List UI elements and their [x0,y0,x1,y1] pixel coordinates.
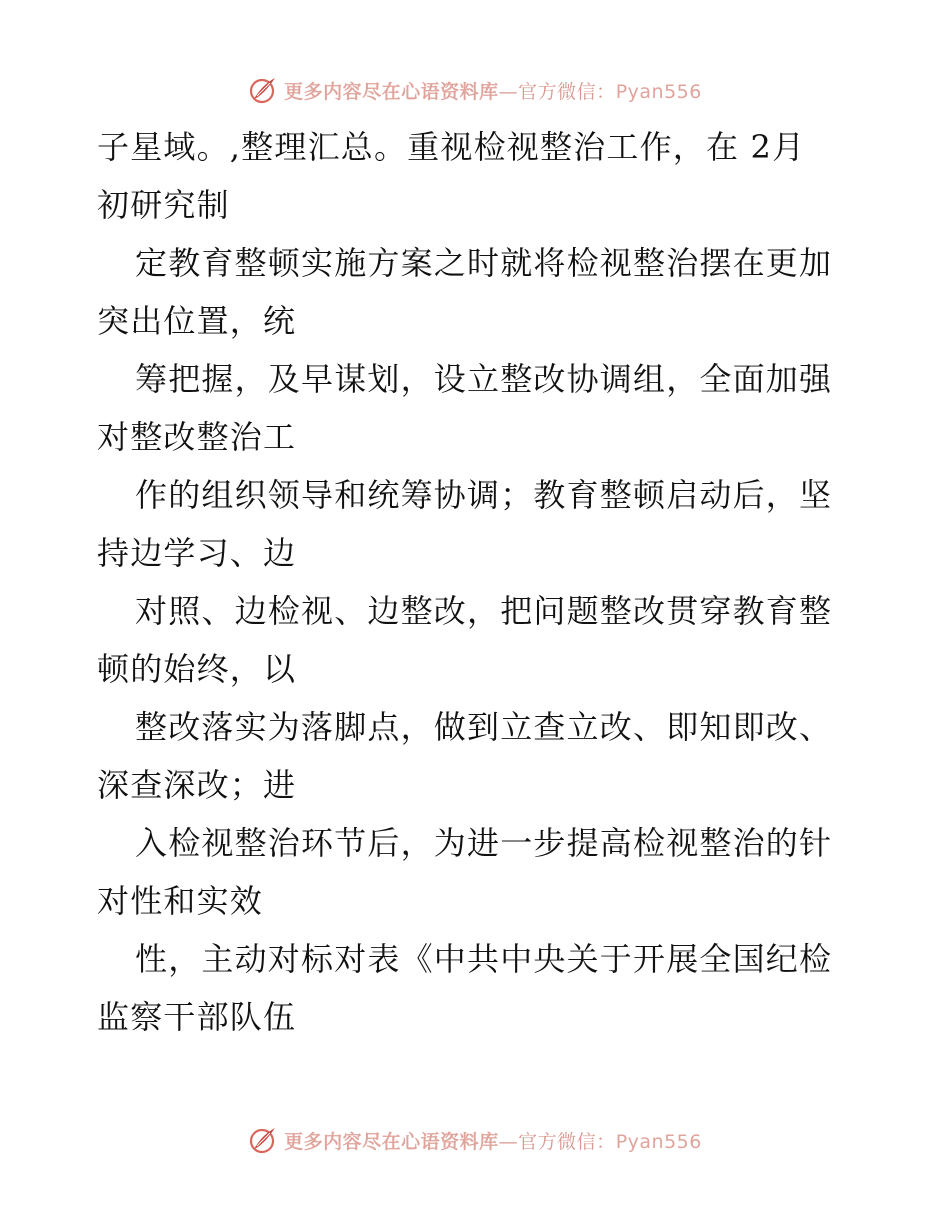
header-watermark-banner [0,70,950,110]
body-line: 整改落实为落脚点，做到立查立改、即知即改、 [135,708,833,746]
body-line: 筹把握，及早谋划，设立整改协调组，全面加强 [135,360,833,398]
body-line: 突出位置，统 [97,302,297,340]
header-wechat-id: Pyan556 [615,80,702,103]
body-line: 持边学习、边 [97,534,297,572]
body-line: 入检视整治环节后，为进一步提高检视整治的针 [135,824,833,862]
header-brand: 更多内容尽在心语资料库 [284,80,499,103]
quill-feather-logo-icon [248,75,278,105]
body-line: 顿的始终，以 [97,650,297,688]
quill-feather-logo-icon [248,1125,278,1155]
header-wechat-label: —官方微信： [498,80,616,103]
body-line: 作的组织领导和统筹协调；教育整顿启动后，坚 [135,476,833,514]
footer-watermark-text [284,1127,702,1154]
body-line: 初研究制 [97,186,230,224]
body-line: 对性和实效 [97,882,264,920]
body-line: 对照、边检视、边整改，把问题整改贯穿教育整 [135,592,833,630]
body-line: 性，主动对标对表《中共中央关于开展全国纪检 [135,940,833,978]
body-line: 对整改整治工 [97,418,297,456]
footer-watermark-banner [0,1120,950,1160]
body-line: 深查深改；进 [97,766,297,804]
body-line: 子星域。,整理汇总。重视检视整治工作，在 2月 [97,128,806,166]
footer-wechat-id: Pyan556 [615,1130,702,1153]
body-line: 监察干部队伍 [97,998,297,1036]
body-line: 定教育整顿实施方案之时就将检视整治摆在更加 [135,244,833,282]
document-body [97,118,857,1046]
footer-wechat-label: —官方微信： [498,1130,616,1153]
footer-brand: 更多内容尽在心语资料库 [284,1130,499,1153]
header-watermark-text [284,77,702,104]
